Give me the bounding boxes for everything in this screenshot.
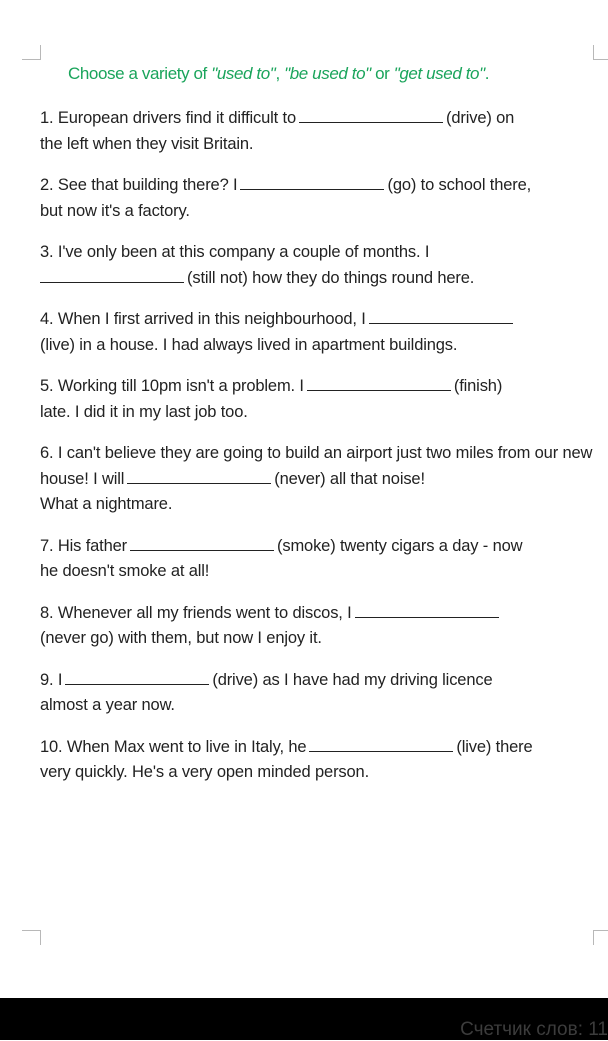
exercise-text: 9. I xyxy=(40,670,63,689)
exercise-text-continued: he doesn't smoke at all! xyxy=(40,562,210,580)
answer-blank[interactable] xyxy=(240,175,384,190)
exercise-item xyxy=(40,601,600,652)
verb-hint: (live) there xyxy=(456,737,533,756)
exercise-text: 3. I've only been at this company a couple of months. I xyxy=(40,243,430,261)
answer-blank[interactable] xyxy=(40,268,184,283)
exercise-item xyxy=(40,441,600,518)
crop-mark-top-right xyxy=(593,45,608,60)
answer-blank[interactable] xyxy=(130,536,274,551)
exercise-text: 5. Working till 10pm isn't a problem. I xyxy=(40,377,304,395)
crop-mark-bottom-left xyxy=(22,930,41,945)
title-separator: , xyxy=(275,64,285,83)
title-option-get-used-to: "get used to" xyxy=(393,64,485,83)
title-option-used-to: "used to" xyxy=(211,64,276,83)
exercise-text: 2. See that building there? I xyxy=(40,176,238,194)
crop-mark-top-left xyxy=(22,45,41,60)
title-suffix: . xyxy=(484,64,490,83)
exercise-item xyxy=(40,307,600,358)
exercise-list xyxy=(40,106,600,802)
exercise-item xyxy=(40,668,600,719)
verb-hint: (never) all that noise! xyxy=(274,469,425,488)
answer-blank[interactable] xyxy=(299,108,443,123)
word-count[interactable]: Счетчик слов: 11 xyxy=(460,1019,608,1040)
exercise-text-continued: very quickly. He's a very open minded person. xyxy=(40,763,370,781)
verb-hint: (smoke) twenty cigars a day - now xyxy=(277,536,523,555)
status-bar xyxy=(0,998,608,1040)
exercise-item xyxy=(40,106,600,157)
exercise-item xyxy=(40,173,600,224)
verb-hint: (go) to school there, xyxy=(387,176,532,194)
verb-hint: (finish) xyxy=(453,377,503,395)
verb-hint: (drive) on xyxy=(446,109,515,127)
title-separator: or xyxy=(370,64,394,83)
verb-hint: (drive) as I have had my driving licence xyxy=(212,670,493,689)
exercise-item xyxy=(40,374,600,425)
answer-blank[interactable] xyxy=(127,469,271,484)
verb-hint: (never go) with them, but now I enjoy it. xyxy=(40,629,322,647)
exercise-text-continued: but now it's a factory. xyxy=(40,201,190,220)
exercise-text: 4. When I first arrived in this neighbourhood, I xyxy=(40,310,366,328)
exercise-text: 8. Whenever all my friends went to discos, I xyxy=(40,603,352,622)
answer-blank[interactable] xyxy=(65,670,209,685)
exercise-item xyxy=(40,735,600,786)
title-option-be-used-to: "be used to" xyxy=(284,64,371,83)
exercise-text: 6. I can't believe they are going to build an airport just two miles from our new house! I will xyxy=(40,444,593,488)
exercise-text: 7. His father xyxy=(40,536,128,555)
exercise-text-continued: late. I did it in my last job too. xyxy=(40,402,248,421)
exercise-text: 10. When Max went to live in Italy, he xyxy=(40,737,307,756)
answer-blank[interactable] xyxy=(355,603,499,618)
exercise-text-continued: What a nightmare. xyxy=(40,495,173,513)
crop-mark-bottom-right xyxy=(593,930,608,945)
title-prefix: Choose a variety of xyxy=(68,64,212,83)
exercise-text: 1. European drivers find it difficult to xyxy=(40,109,297,127)
answer-blank[interactable] xyxy=(369,309,513,324)
verb-hint: (still not) how they do things round here. xyxy=(187,268,475,287)
exercise-item xyxy=(40,534,600,585)
exercise-item xyxy=(40,240,600,291)
exercise-text-continued: almost a year now. xyxy=(40,696,175,714)
verb-hint: (live) in a house. I had always lived in apartment buildings. xyxy=(40,335,458,354)
exercise-title xyxy=(68,64,598,84)
answer-blank[interactable] xyxy=(307,376,451,391)
answer-blank[interactable] xyxy=(309,737,453,752)
exercise-text-continued: the left when they visit Britain. xyxy=(40,134,254,153)
